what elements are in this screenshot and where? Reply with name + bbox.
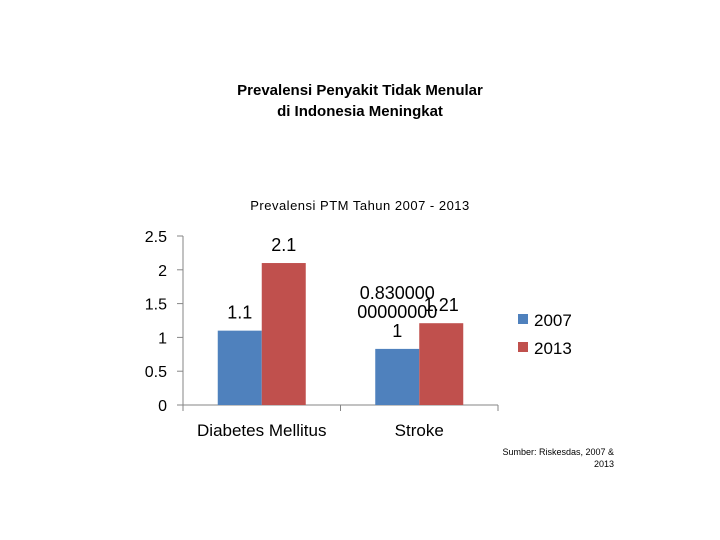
bar bbox=[375, 349, 419, 405]
x-tick-label: Stroke bbox=[394, 421, 444, 440]
source-line-2: 2013 bbox=[593, 459, 614, 469]
data-label: 2.1 bbox=[271, 235, 297, 256]
legend-label: 2007 bbox=[534, 311, 572, 330]
y-tick-label: 1 bbox=[158, 330, 167, 348]
data-label: 1.1 bbox=[227, 302, 253, 323]
legend-swatch bbox=[518, 342, 528, 352]
y-tick-label: 2.5 bbox=[144, 229, 167, 246]
data-label: 0.830000 00000000 1 bbox=[357, 282, 438, 341]
y-tick-label: 0.5 bbox=[144, 364, 167, 382]
legend-label: 2013 bbox=[534, 339, 572, 358]
bar bbox=[419, 323, 463, 405]
chart-title: Prevalensi PTM Tahun 2007 - 2013 bbox=[250, 198, 470, 213]
source-note bbox=[484, 446, 614, 470]
legend-swatch bbox=[518, 314, 528, 324]
source-line-1: Sumber: Riskesdas, 2007 & bbox=[502, 447, 614, 457]
y-tick-label: 1.5 bbox=[144, 296, 167, 314]
bar bbox=[262, 263, 306, 405]
title-line-1: Prevalensi Penyakit Tidak Menular bbox=[237, 82, 483, 99]
y-tick-label: 0 bbox=[158, 398, 167, 415]
x-tick-label: Diabetes Mellitus bbox=[197, 421, 327, 440]
bar bbox=[218, 331, 262, 405]
y-tick-label: 2 bbox=[158, 262, 167, 280]
data-label: 1.21 bbox=[423, 295, 459, 316]
title-line-2: di Indonesia Meningkat bbox=[277, 103, 443, 120]
